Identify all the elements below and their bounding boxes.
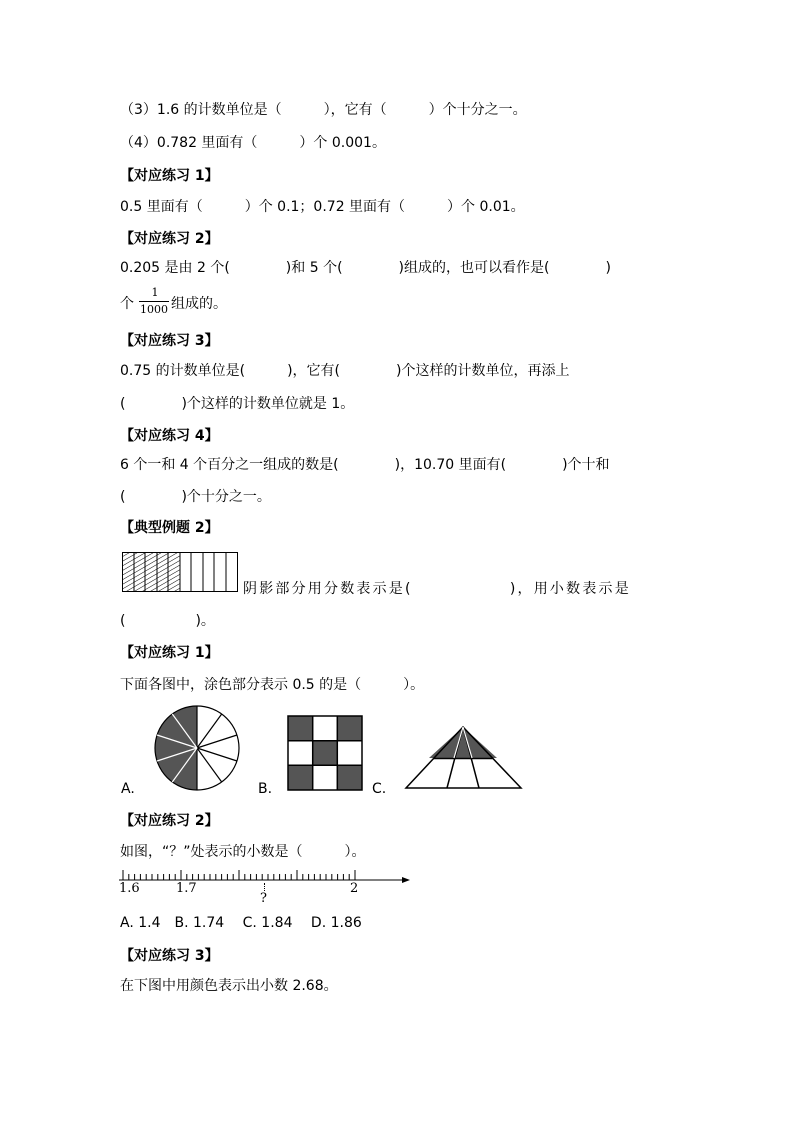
tick-label-1-7: 1.7	[176, 881, 197, 896]
option-a-label: A.	[121, 781, 135, 797]
heading-exercise-1b: 【对应练习 1】	[120, 645, 219, 661]
triangle-figure	[405, 726, 523, 790]
option-c-label: C.	[372, 781, 387, 797]
line-ex3-cont: ( )个这样的计数单位就是 1。	[120, 396, 355, 412]
line-ex2: 0.205 是由 2 个( )和 5 个( )组成的，也可以看作是( )	[120, 260, 611, 276]
circle-figure	[154, 705, 240, 791]
line-ex4-cont: ( )个十分之一。	[120, 489, 271, 505]
heading-exercise-3b: 【对应练习 3】	[120, 948, 219, 964]
line-ex2-cont-b: 组成的。	[171, 296, 227, 312]
line-ex1b: 下面各图中，涂色部分表示 0.5 的是（ ）。	[120, 677, 425, 693]
heading-exercise-4: 【对应练习 4】	[120, 428, 219, 444]
option-b-label: B.	[258, 781, 273, 797]
line-q3: （3）1.6 的计数单位是（ ），它有（ ）个十分之一。	[120, 102, 527, 118]
tick-label-2: 2	[350, 881, 359, 896]
strip-shaded-part	[123, 553, 180, 592]
shaded-strip-figure	[122, 552, 238, 592]
fraction-denominator: 1000	[140, 303, 168, 316]
line-ex3b: 在下图中用颜色表示出小数 2.68。	[120, 978, 338, 994]
line-ex2b: 如图，“？”处表示的小数是（ ）。	[120, 844, 366, 860]
tick-label-1-6: 1.6	[119, 881, 140, 896]
heading-exercise-3: 【对应练习 3】	[120, 333, 219, 349]
heading-example-2: 【典型例题 2】	[120, 520, 219, 536]
line-example-2: 阴影部分用分数表示是( )，用小数表示是	[243, 581, 631, 597]
line-q4: （4）0.782 里面有（ ）个 0.001。	[120, 135, 386, 151]
line-example-2-cont: ( )。	[120, 613, 215, 629]
question-arrow	[264, 883, 265, 891]
checkerboard-figure	[287, 715, 363, 791]
line-choices: A. 1.4 B. 1.74 C. 1.84 D. 1.86	[120, 915, 362, 931]
heading-exercise-2: 【对应练习 2】	[120, 231, 219, 247]
line-ex3: 0.75 的计数单位是( )，它有( )个这样的计数单位，再添上	[120, 363, 570, 379]
line-ex4: 6 个一和 4 个百分之一组成的数是( )，10.70 里面有( )个十和	[120, 457, 610, 473]
heading-exercise-1: 【对应练习 1】	[120, 168, 219, 184]
heading-exercise-2b: 【对应练习 2】	[120, 813, 219, 829]
line-ex1: 0.5 里面有（ ）个 0.1；0.72 里面有（ ）个 0.01。	[120, 199, 525, 215]
line-ex2-cont-a: 个	[120, 296, 134, 312]
fraction-bar	[139, 301, 169, 302]
question-mark: ?	[260, 891, 267, 906]
fraction-numerator: 1	[151, 286, 159, 299]
